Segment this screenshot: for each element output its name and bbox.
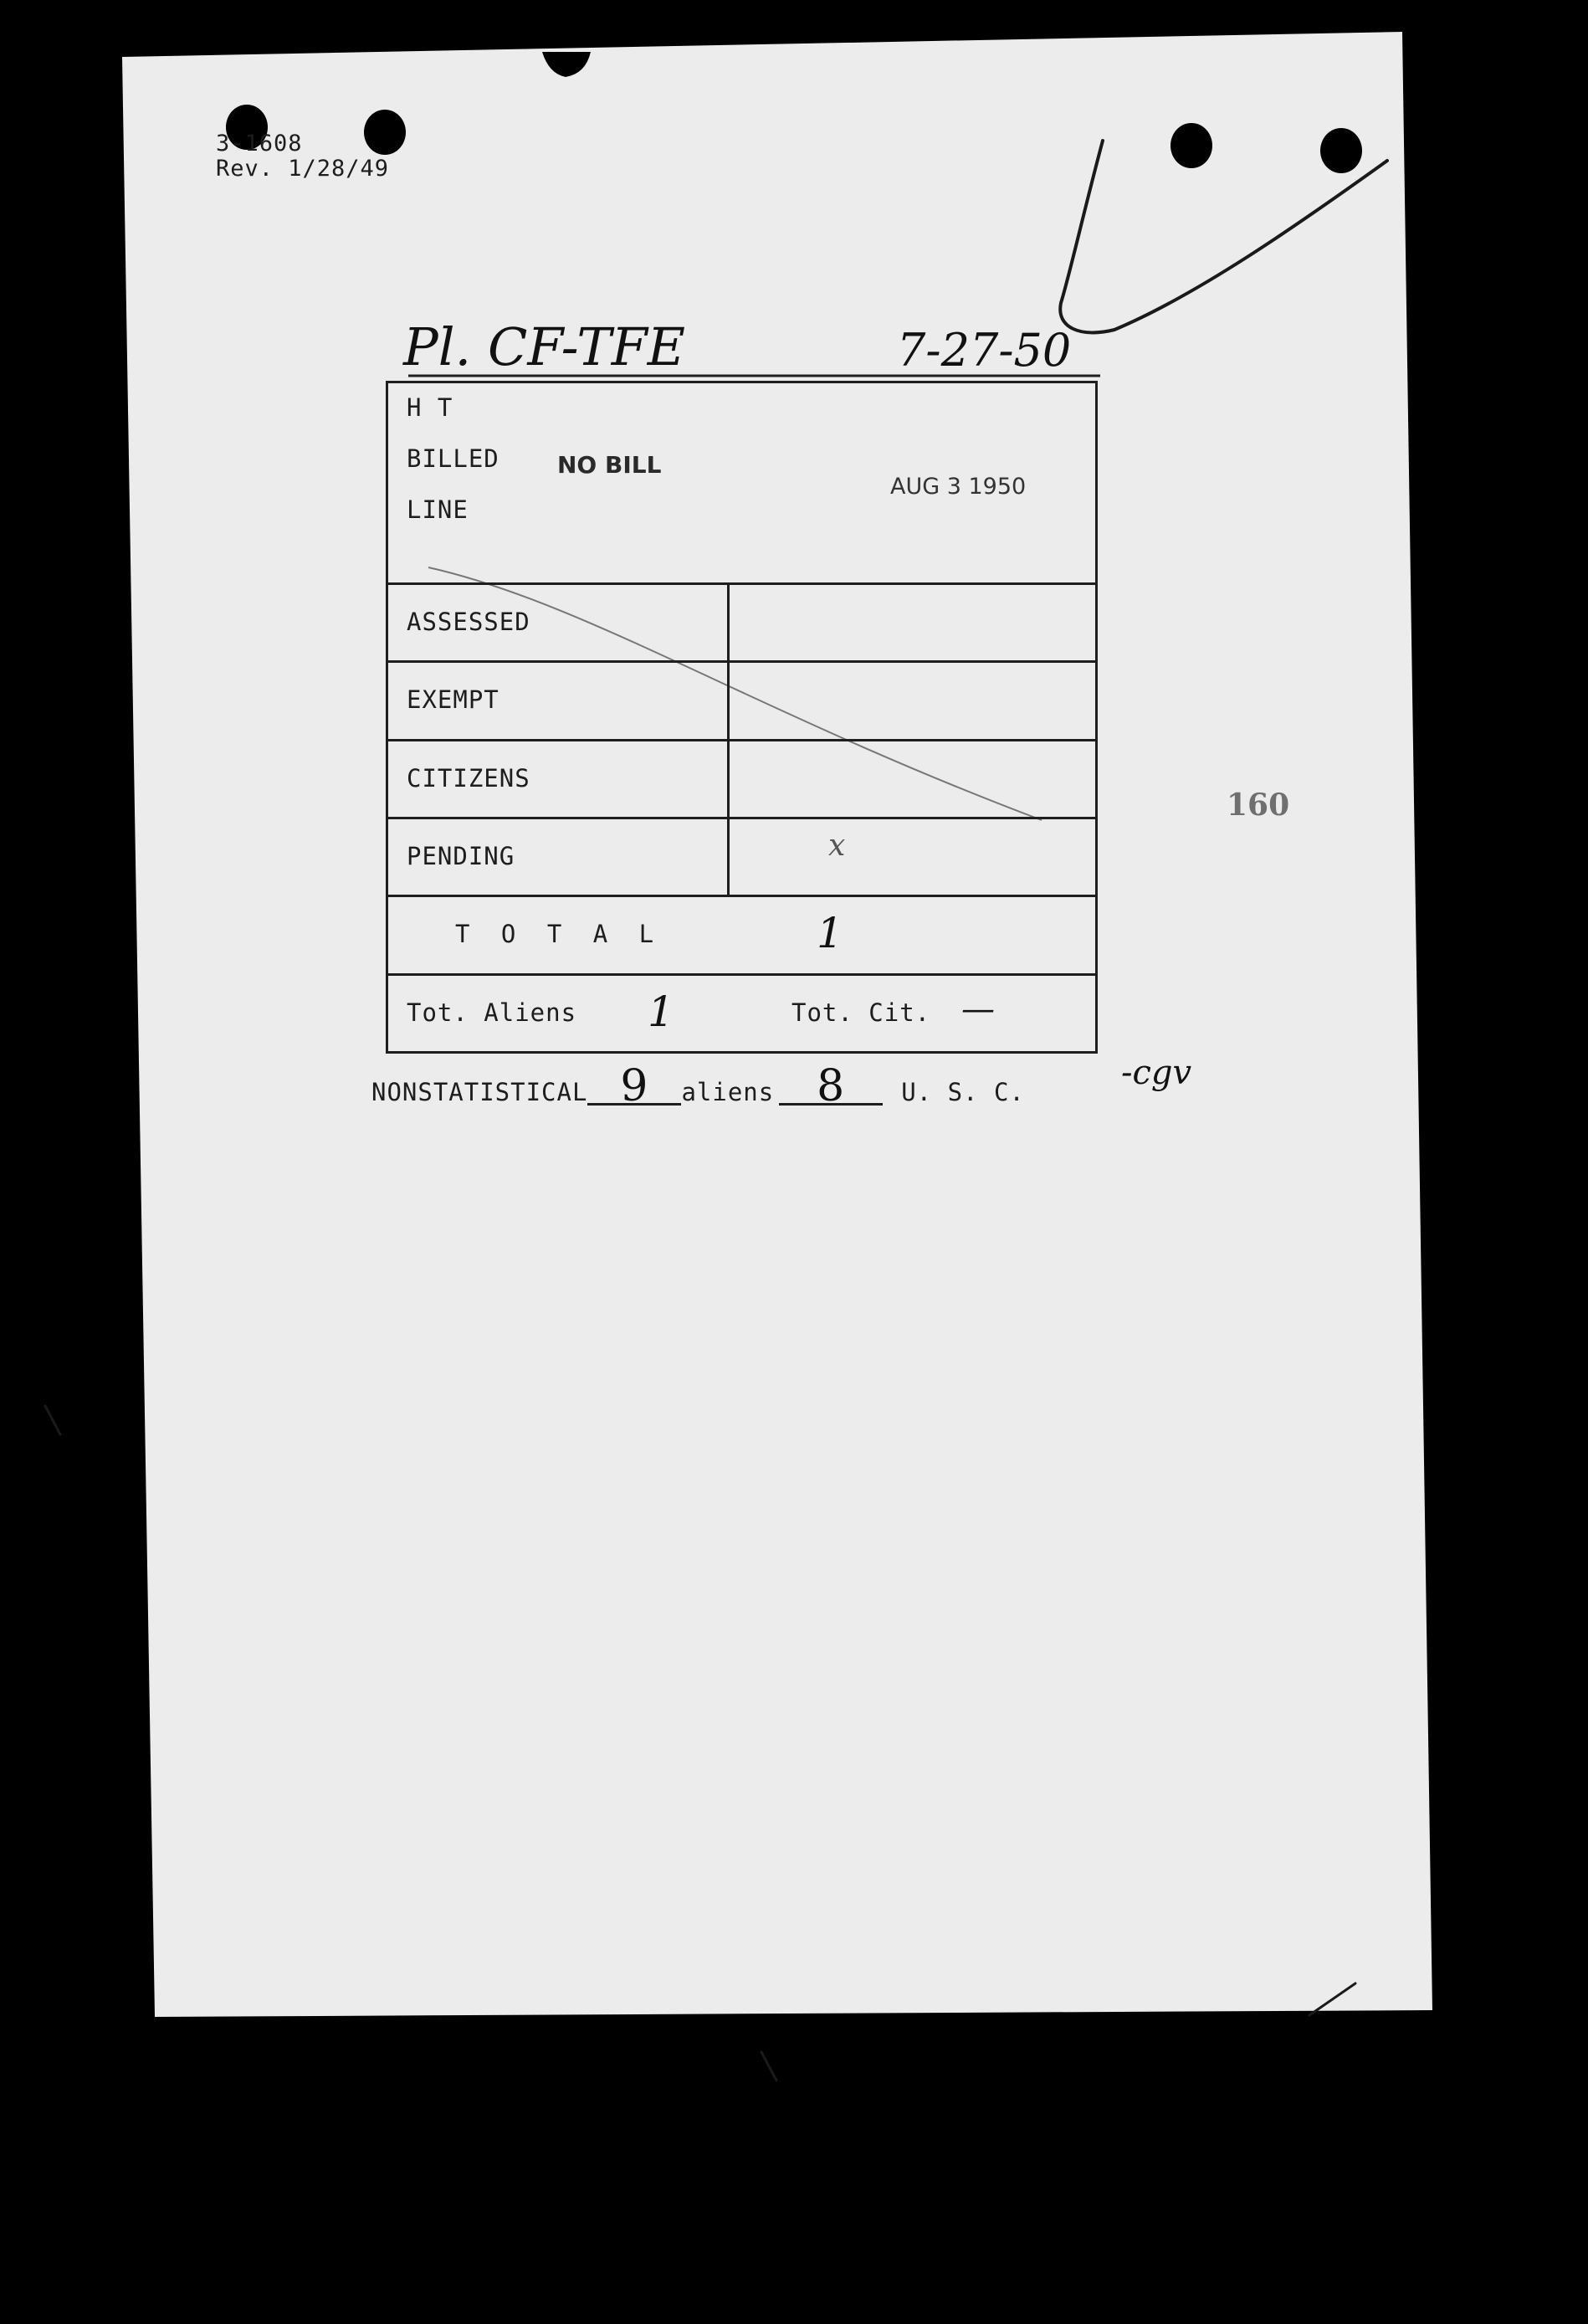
exempt-label: EXEMPT <box>407 685 499 715</box>
pending-label: PENDING <box>407 842 515 870</box>
totals-row <box>387 974 1097 1052</box>
form-revision: Rev. 1/28/49 <box>216 156 390 182</box>
no-bill-stamp: NO BILL <box>557 451 662 479</box>
margin-mark <box>761 2052 776 2080</box>
row-label-cell <box>387 584 729 662</box>
punch-hole <box>1320 128 1362 173</box>
nonstatistical-line <box>371 1061 1025 1111</box>
punch-hole <box>1171 123 1212 168</box>
row-value-cell <box>729 740 1097 818</box>
tot-aliens-value: 1 <box>648 987 674 1036</box>
row-label-cell <box>387 818 729 896</box>
nonstatistical-label: NONSTATISTICAL <box>371 1078 588 1106</box>
ht-label: H T <box>407 393 453 422</box>
nonstatistical-aliens-value: 9 <box>587 1070 681 1106</box>
handwritten-port-code: Pl. CF-TFE <box>403 316 686 377</box>
handwritten-initials: -cgv <box>1121 1054 1192 1092</box>
sequence-number: 160 <box>1227 787 1290 823</box>
handwritten-date: 7-27-50 <box>897 324 1072 377</box>
received-date-stamp: AUG 3 1950 <box>890 474 1027 500</box>
total-row <box>387 896 1097 974</box>
nonstatistical-usc-label: U. S. C. <box>901 1078 1025 1106</box>
header-box <box>387 382 1097 584</box>
citizens-label: CITIZENS <box>407 763 530 793</box>
punch-hole <box>364 110 406 155</box>
tot-aliens-label: Tot. Aliens <box>407 998 577 1027</box>
nonstatistical-usc-value: 8 <box>779 1070 883 1106</box>
row-value-cell <box>729 662 1097 740</box>
billed-label: BILLED <box>407 444 499 473</box>
row-value-cell <box>729 584 1097 662</box>
assessed-label: ASSESSED <box>407 608 530 637</box>
line-label: LINE <box>407 495 469 524</box>
form-number: 3-1608 <box>216 131 303 156</box>
margin-mark <box>45 1406 60 1434</box>
tot-cit-label: Tot. Cit. <box>791 998 931 1027</box>
row-label-cell <box>387 662 729 740</box>
total-value: 1 <box>817 909 843 958</box>
pending-value: x <box>828 829 846 863</box>
row-value-cell <box>729 818 1097 896</box>
tot-cit-value: — <box>961 989 995 1029</box>
nonstatistical-aliens-label: aliens <box>681 1078 775 1106</box>
total-label: T O T A L <box>455 920 663 949</box>
row-label-cell <box>387 740 729 818</box>
tally-table <box>386 381 1098 1054</box>
